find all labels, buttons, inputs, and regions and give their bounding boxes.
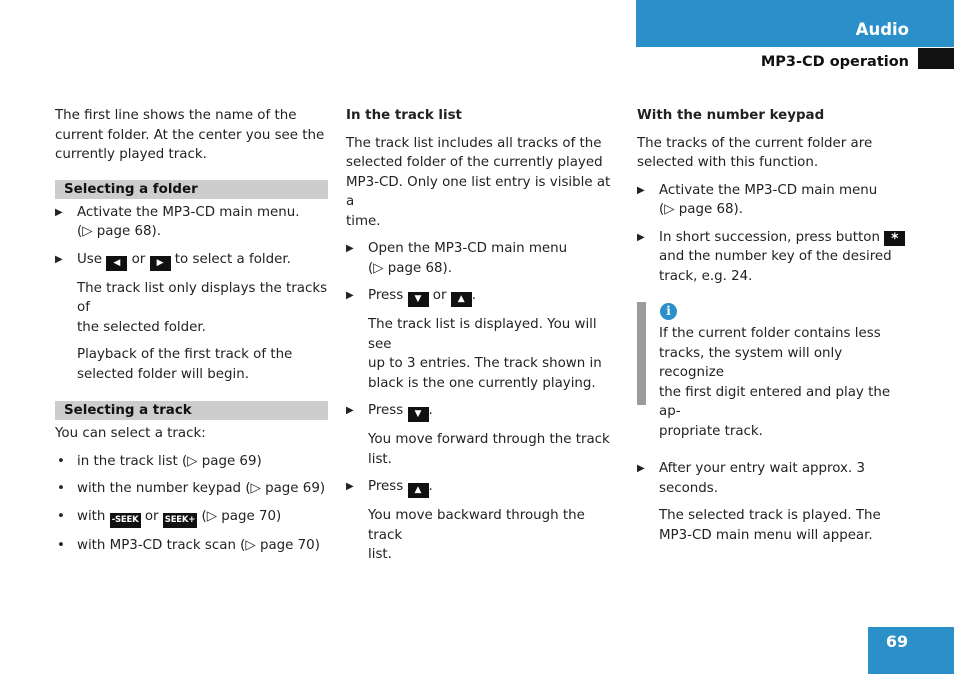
note-bar xyxy=(637,302,646,405)
intro-line: current folder. At the center you see the xyxy=(55,127,325,143)
section-heading-folder: Selecting a folder xyxy=(55,180,328,199)
up-arrow-key-icon: ▲ xyxy=(451,292,472,307)
instruction-step: ▶ Press ▼ . xyxy=(346,401,620,422)
bullet-icon: • xyxy=(57,453,65,469)
column-middle: In the track list The track list includes all tracks of the selected folder of the currently played MP3-CD. Only one list entry is visible at a time. ▶ Open the MP3-CD main menu (▷ page 68). ▶ Press ▼ or ▲ . The track list is displayed. You will see up to 3 entries. The track shown in black is the one currently playing. ▶ Press ▼ . You move forward through the track list. ▶ Press ▲ . You move backward through the track list. xyxy=(346,106,620,565)
step-arrow-icon: ▶ xyxy=(346,290,354,301)
instruction-step: ▶ Press ▼ or ▲ . xyxy=(346,286,620,307)
header-marker xyxy=(918,48,954,69)
subheading-number-keypad: With the number keypad xyxy=(637,108,825,123)
instruction-step: ▶ Use ◀ or ▶ to select a folder. xyxy=(55,250,328,271)
result-text: The selected track is played. The MP3-CD main menu will appear. xyxy=(659,508,881,543)
down-arrow-key-icon: ▼ xyxy=(408,407,429,422)
left-arrow-key-icon: ◀ xyxy=(106,256,127,271)
step-arrow-icon: ▶ xyxy=(637,463,645,474)
section-subtitle: MP3-CD operation xyxy=(760,54,909,70)
instruction-step: ▶ Open the MP3-CD main menu (▷ page 68). xyxy=(346,239,620,278)
column-right: With the number keypad The tracks of the current folder are selected with this function. ▶ Activate the MP3-CD main menu (▷ page 68). ▶ In short succession, press button * and the number key of the desired track, e.g. 24. i If the current folder contains less tracks, the system will only recognize the first digit entered and play the ap- propriate track. ▶ After your entry wait approx. 3 seconds. The selected track is played. The MP3-CD main menu will appear. xyxy=(637,106,909,545)
info-note: i If the current folder contains less tracks, the system will only recognize the first digit entered and play the ap- propriate track. xyxy=(637,302,909,441)
page-reference: (▷ page 68). xyxy=(659,202,743,217)
result-text: Playback of the first track of the selected folder will begin. xyxy=(77,347,293,382)
down-arrow-key-icon: ▼ xyxy=(408,292,429,307)
body-text: You can select a track: xyxy=(55,426,206,441)
chapter-title: Audio xyxy=(855,20,909,39)
instruction-step: ▶ In short succession, press button * and the number key of the desired track, e.g. 24. xyxy=(637,228,909,287)
instruction-step: ▶ Activate the MP3-CD main menu (▷ page 68). xyxy=(637,181,909,220)
result-text: The track list only displays the tracks of the selected folder. xyxy=(77,280,328,335)
right-arrow-key-icon: ▶ xyxy=(150,256,171,271)
result-text: The track list is displayed. You will see up to 3 entries. The track shown in black is the one currently playing. xyxy=(368,317,602,391)
page-reference: (▷ page 68). xyxy=(77,224,161,239)
up-arrow-key-icon: ▲ xyxy=(408,483,429,498)
column-left xyxy=(55,106,328,555)
subheading-track-list: In the track list xyxy=(346,108,462,123)
result-text: You move forward through the track list. xyxy=(368,432,610,467)
list-item: • with the number keypad (▷ page 69) xyxy=(55,479,328,499)
step-arrow-icon: ▶ xyxy=(55,253,63,265)
bullet-icon: • xyxy=(57,537,65,553)
intro-line: currently played track. xyxy=(55,147,207,162)
section-heading-track: Selecting a track xyxy=(55,401,328,420)
page-number: 69 xyxy=(885,632,909,651)
instruction-step: ▶ After your entry wait approx. 3 seconds. xyxy=(637,461,865,496)
info-icon: i xyxy=(660,303,677,320)
star-key-icon: * xyxy=(884,231,905,246)
step-arrow-icon: ▶ xyxy=(346,481,354,492)
step-arrow-icon: ▶ xyxy=(637,231,645,243)
list-item: • with MP3-CD track scan (▷ page 70) xyxy=(55,536,328,556)
list-item: • in the track list (▷ page 69) xyxy=(55,452,328,472)
step-arrow-icon: ▶ xyxy=(637,184,645,196)
result-text: You move backward through the track list. xyxy=(368,508,585,562)
step-arrow-icon: ▶ xyxy=(346,243,354,254)
intro-line: The first line shows the name of the xyxy=(55,108,297,123)
instruction-step: ▶ Activate the MP3-CD main menu. (▷ page 68). xyxy=(55,203,328,242)
list-item: • with -SEEK or SEEK+ (▷ page 70) xyxy=(55,507,328,528)
seek-forward-key-icon: SEEK+ xyxy=(163,513,197,528)
step-arrow-icon: ▶ xyxy=(55,206,63,218)
bullet-icon: • xyxy=(57,508,65,524)
page-reference: (▷ page 68). xyxy=(368,260,452,276)
instruction-step: ▶ Press ▲ . xyxy=(346,477,620,498)
step-arrow-icon: ▶ xyxy=(346,405,354,416)
bullet-icon: • xyxy=(57,481,65,496)
seek-back-key-icon: -SEEK xyxy=(110,513,141,528)
